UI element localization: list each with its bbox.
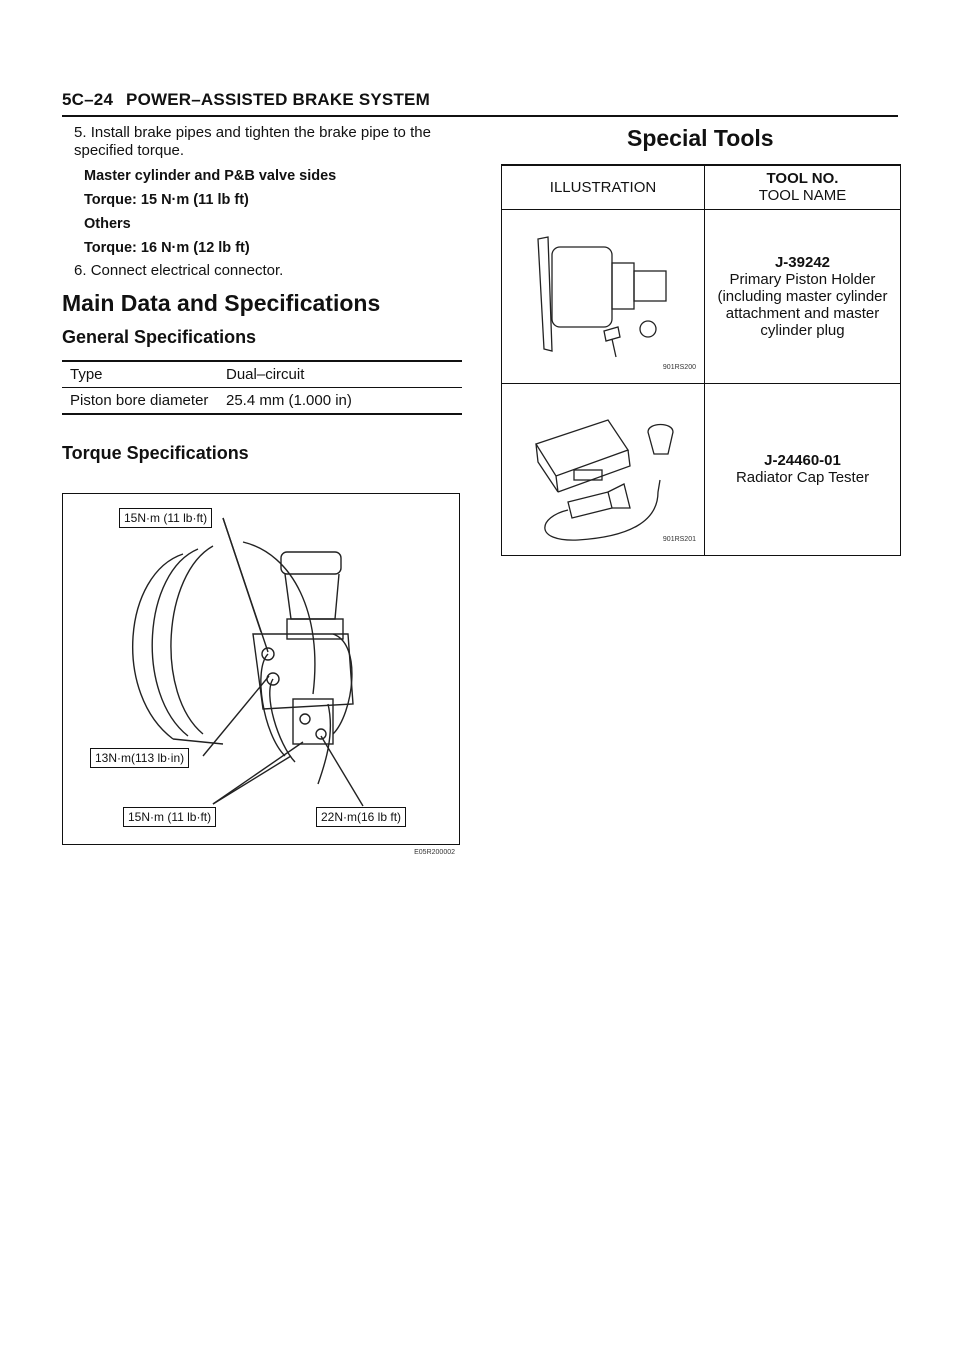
callout-bottom-right: 22N·m(16 lb ft) bbox=[316, 807, 406, 827]
table-row bbox=[502, 383, 901, 555]
table-row bbox=[62, 388, 462, 415]
tool-no-header: TOOL NO. bbox=[766, 170, 839, 188]
brake-booster-illustration bbox=[63, 494, 459, 844]
tool-info bbox=[705, 383, 901, 555]
spec-label: Piston bore diameter bbox=[62, 388, 218, 415]
left-column bbox=[62, 124, 462, 464]
mc-torque: Torque: 15 N·m (11 lb ft) bbox=[84, 192, 249, 208]
table-row bbox=[502, 209, 901, 383]
special-tools-table bbox=[501, 164, 901, 556]
table-row bbox=[62, 361, 462, 388]
step-text: Connect electrical connector. bbox=[90, 262, 284, 279]
others-label: Others bbox=[84, 216, 131, 232]
callout-top: 15N·m (11 lb·ft) bbox=[119, 508, 212, 528]
header-rule bbox=[62, 115, 898, 117]
tool-name: Radiator Cap Tester bbox=[735, 469, 870, 486]
general-specs-table bbox=[62, 360, 462, 415]
figure-code: 901RS201 bbox=[662, 535, 696, 543]
general-specs-heading: General Specifications bbox=[62, 327, 257, 347]
tool-illustration bbox=[502, 209, 705, 383]
callout-mid-left: 13N·m(113 lb·in) bbox=[90, 748, 189, 768]
torque-specs-heading: Torque Specifications bbox=[62, 443, 249, 463]
piston-holder-illustration bbox=[508, 219, 698, 369]
special-tools-heading: Special Tools bbox=[627, 125, 774, 151]
tool-number: J-24460-01 bbox=[764, 452, 841, 469]
callout-bottom-left: 15N·m (11 lb·ft) bbox=[123, 807, 216, 827]
main-heading: Main Data and Specifications bbox=[62, 290, 381, 316]
tool-name: Primary Piston Holder (including master cylinder attachment and master cylinder plug bbox=[717, 270, 888, 339]
page-header bbox=[62, 90, 438, 110]
tool-name-header: TOOL NAME bbox=[758, 187, 847, 205]
page-number: 5C–24 bbox=[62, 90, 114, 109]
tool-info bbox=[705, 209, 901, 383]
spec-value: Dual–circuit bbox=[218, 361, 462, 388]
illustration-header: ILLUSTRATION bbox=[502, 165, 705, 209]
table-header-row bbox=[502, 165, 901, 209]
step-5 bbox=[62, 124, 462, 160]
spec-label: Type bbox=[62, 361, 218, 388]
spec-value: 25.4 mm (1.000 in) bbox=[218, 388, 462, 415]
figure-code: 901RS200 bbox=[662, 363, 696, 371]
cap-tester-illustration bbox=[508, 392, 698, 542]
step-6 bbox=[62, 262, 462, 280]
mc-label: Master cylinder and P&B valve sides bbox=[84, 168, 337, 184]
step-number: 5. bbox=[74, 124, 87, 141]
torque-diagram bbox=[62, 493, 460, 856]
tool-illustration bbox=[502, 383, 705, 555]
step-text: Install brake pipes and tighten the brake pipe to the specified torque. bbox=[74, 124, 431, 159]
section-title: POWER–ASSISTED BRAKE SYSTEM bbox=[126, 90, 430, 109]
others-torque: Torque: 16 N·m (12 lb ft) bbox=[84, 240, 250, 256]
figure-code: E05R200002 bbox=[414, 849, 455, 856]
step-number: 6. bbox=[74, 262, 87, 279]
tool-number: J-39242 bbox=[774, 253, 831, 271]
tool-header bbox=[705, 165, 901, 209]
